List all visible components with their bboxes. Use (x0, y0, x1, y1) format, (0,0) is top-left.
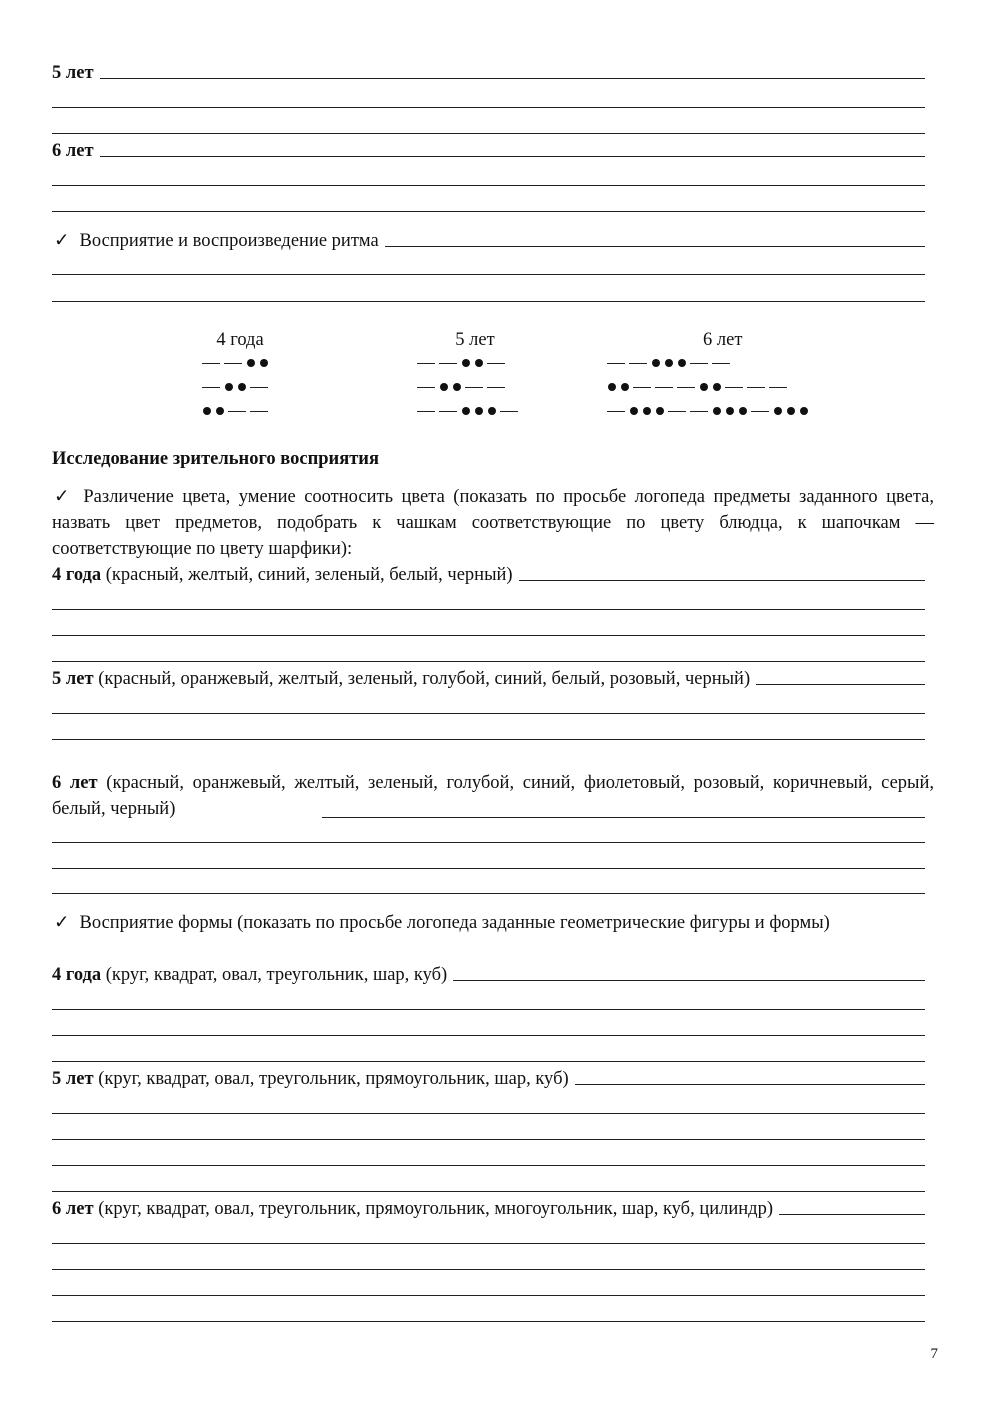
checkmark-icon: ✓ (54, 913, 70, 933)
rhythm-col-title: 6 лет (703, 330, 743, 350)
answer-line[interactable] (52, 185, 925, 186)
age-label: 6 лет (52, 1199, 94, 1219)
form-intro-text: Восприятие формы (показать по просьбе логопеда заданные геометрические фигуры и формы) (79, 913, 830, 933)
form-list: (круг, квадрат, овал, треугольник, прямоугольник, шар, куб) (98, 1069, 569, 1089)
color-6-row (52, 770, 934, 822)
rhythm-pattern (200, 400, 270, 422)
answer-line[interactable] (52, 1243, 925, 1244)
answer-line[interactable] (52, 1269, 925, 1270)
form-intro (52, 910, 934, 936)
answer-line[interactable] (52, 1191, 925, 1192)
answer-line[interactable] (52, 133, 925, 134)
color-list: (красный, желтый, синий, зеленый, белый, черный) (105, 565, 513, 585)
section-heading: Исследование зрительного восприятия (52, 449, 379, 469)
checkmark-icon: ✓ (54, 231, 70, 251)
answer-line[interactable] (52, 713, 925, 714)
answer-line[interactable] (52, 1035, 925, 1036)
answer-line[interactable] (52, 609, 925, 610)
rhythm-pattern (200, 376, 270, 398)
rhythm-pattern (200, 352, 270, 374)
checkmark-icon: ✓ (54, 487, 74, 507)
rhythm-title: Восприятие и воспроизведение ритма (79, 231, 379, 251)
answer-line[interactable] (575, 1083, 925, 1085)
answer-line[interactable] (52, 1009, 925, 1010)
color-list: (красный, оранжевый, желтый, зеленый, голубой, синий, фиолетовый, розовый, коричневый, серый, белый, черный) (52, 773, 935, 819)
age5-answer-row (52, 62, 925, 84)
answer-line[interactable] (52, 211, 925, 212)
color-intro (52, 484, 934, 562)
page-number: 7 (930, 1346, 938, 1362)
rhythm-col-title: 4 года (216, 330, 264, 350)
rhythm-pattern (605, 352, 732, 374)
form-list: (круг, квадрат, овал, треугольник, прямоугольник, многоугольник, шар, куб, цилиндр) (98, 1199, 774, 1219)
answer-line[interactable] (322, 817, 925, 818)
rhythm-pattern (415, 352, 507, 374)
answer-line[interactable] (52, 1061, 925, 1062)
answer-line[interactable] (52, 868, 925, 869)
answer-line[interactable] (52, 635, 925, 636)
form-4-row (52, 964, 925, 986)
age-label: 4 года (52, 565, 102, 585)
answer-line[interactable] (52, 107, 925, 108)
answer-line[interactable] (453, 979, 925, 981)
rhythm-pattern (605, 400, 810, 422)
color-intro-text: Различение цвета, умение соотносить цвета (показать по просьбе логопеда предметы заданного цвета, назвать цвет предметов, подобрать к чашкам соответствующие по цвету блюдца, к шапочкам — соответствующие по цвету шарфики): (52, 487, 934, 559)
answer-line[interactable] (52, 1139, 925, 1140)
color-4-row (52, 564, 925, 586)
answer-line[interactable] (779, 1213, 925, 1215)
answer-line[interactable] (52, 1165, 925, 1166)
color-list: (красный, оранжевый, желтый, зеленый, голубой, синий, белый, розовый, черный) (98, 669, 751, 689)
answer-line[interactable] (385, 245, 925, 247)
answer-line[interactable] (52, 661, 925, 662)
answer-line[interactable] (52, 842, 925, 843)
answer-line[interactable] (52, 1113, 925, 1114)
rhythm-col-6 (605, 328, 845, 352)
answer-line[interactable] (52, 1295, 925, 1296)
rhythm-heading (52, 230, 385, 252)
answer-line[interactable] (100, 77, 925, 79)
rhythm-row (52, 230, 925, 252)
rhythm-pattern (605, 376, 789, 398)
rhythm-col-title: 5 лет (455, 330, 495, 350)
age-label: 5 лет (52, 1069, 94, 1089)
age-label: 5 лет (52, 669, 94, 689)
age6-answer-row (52, 140, 925, 162)
age-label: 6 лет (52, 773, 98, 793)
rhythm-pattern (415, 376, 507, 398)
age6-label: 6 лет (52, 141, 94, 161)
answer-line[interactable] (756, 683, 925, 685)
rhythm-col-5 (415, 328, 535, 352)
answer-line[interactable] (52, 274, 925, 275)
answer-line[interactable] (519, 579, 925, 581)
rhythm-col-4 (200, 328, 280, 352)
answer-line[interactable] (52, 301, 925, 302)
age5-label: 5 лет (52, 63, 94, 83)
answer-line[interactable] (52, 893, 925, 894)
answer-line[interactable] (52, 739, 925, 740)
form-6-row (52, 1198, 925, 1220)
form-5-row (52, 1068, 925, 1090)
rhythm-pattern (415, 400, 520, 422)
form-list: (круг, квадрат, овал, треугольник, шар, куб) (105, 965, 448, 985)
color-5-row (52, 668, 925, 690)
answer-line[interactable] (52, 1321, 925, 1322)
answer-line[interactable] (100, 155, 925, 157)
age-label: 4 года (52, 965, 102, 985)
